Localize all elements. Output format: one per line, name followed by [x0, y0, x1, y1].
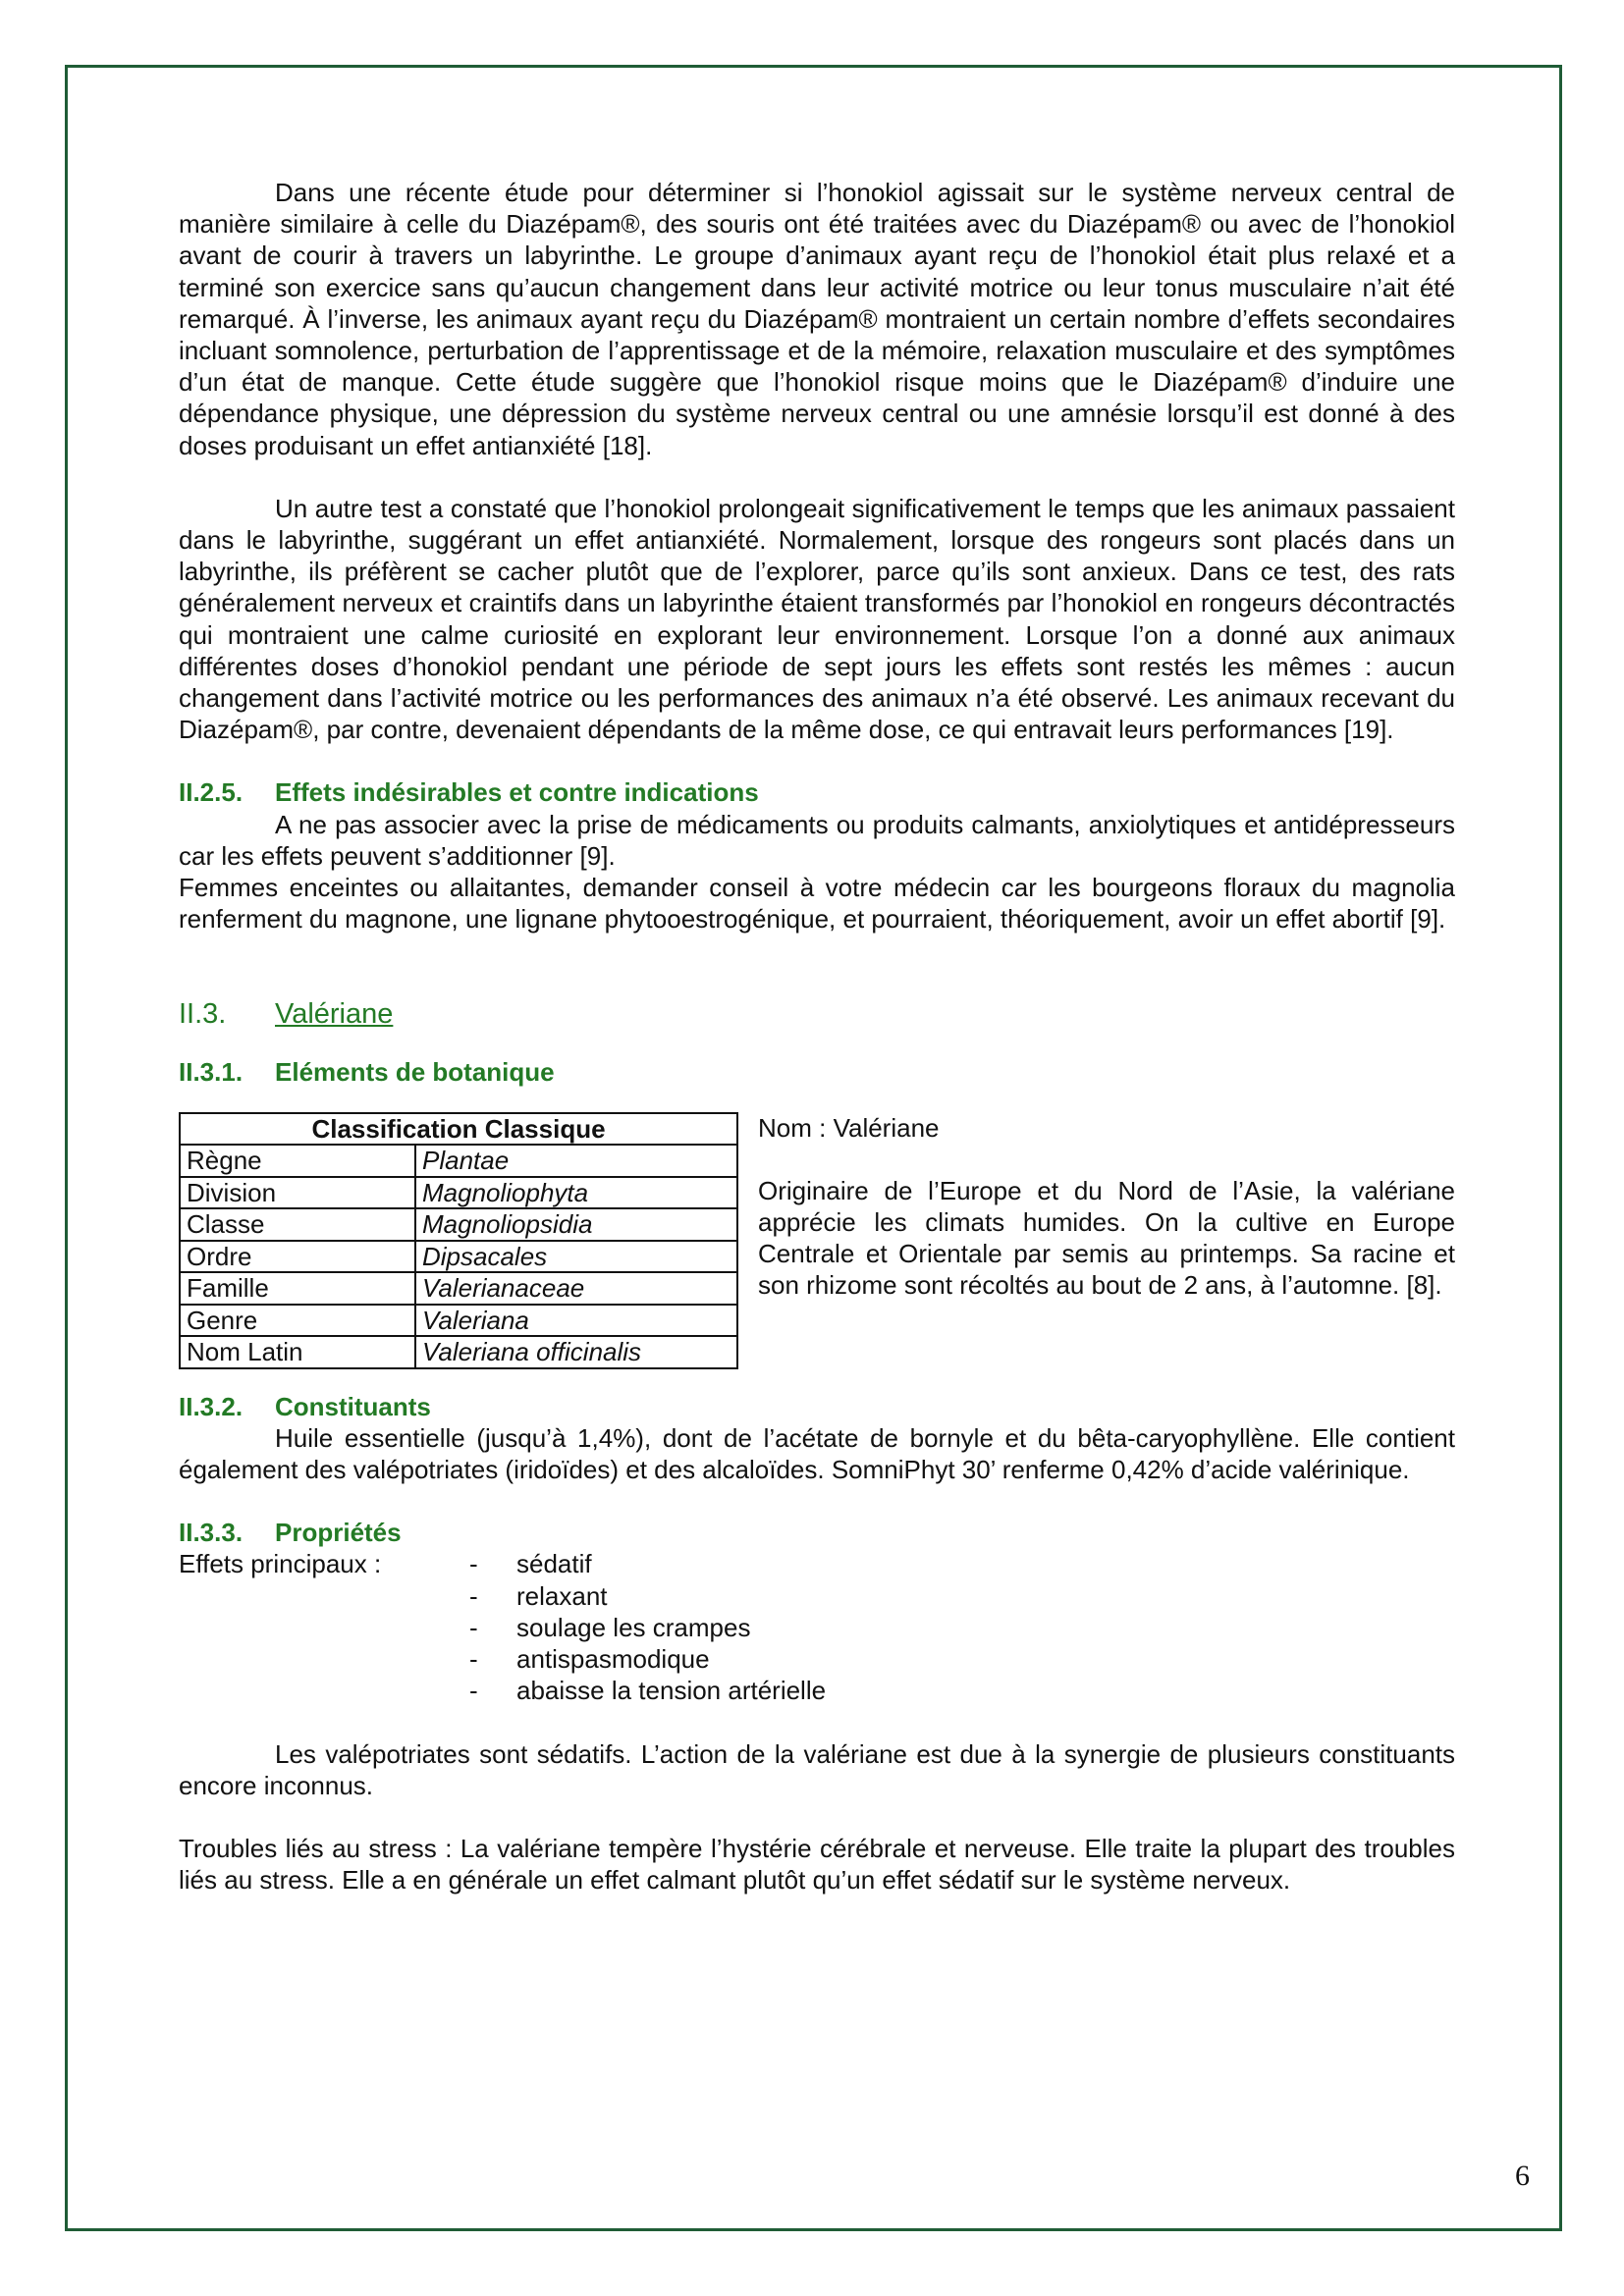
- paragraph-side-effects-2: Femmes enceintes ou allaitantes, demander conseil à votre médecin car les bourgeons floraux du magnolia renferment du magnone, une lignane phytooestrogénique, et pourraient, théoriquement, avoir un effet abortif [9].: [179, 873, 1455, 934]
- heading-title: Propriétés: [275, 1518, 402, 1548]
- classification-rank: Règne: [180, 1145, 415, 1177]
- classification-value: Valeriana officinalis: [415, 1336, 737, 1368]
- heading-title: Effets indésirables et contre indications: [275, 777, 759, 808]
- effect-item: - soulage les crampes: [469, 1612, 826, 1643]
- effects-label: Effets principaux :: [179, 1549, 382, 1579]
- classification-rank: Division: [180, 1177, 415, 1209]
- paragraph-valepotriates: Les valépotriates sont sédatifs. L’action de la valériane est due à la synergie de plusieurs constituants encore inconnus.: [179, 1738, 1455, 1800]
- classification-value: Magnoliophyta: [415, 1177, 737, 1209]
- heading-number: II.2.5.: [179, 777, 244, 808]
- paragraph-side-effects-1: A ne pas associer avec la prise de médicaments ou produits calmants, anxiolytiques et antidépresseurs car les effets peuvent s’additionner [9].: [179, 809, 1455, 871]
- classification-row: [180, 1336, 737, 1368]
- heading-title: Valériane: [275, 998, 394, 1031]
- classification-row: [180, 1305, 737, 1337]
- effects-block: [179, 1548, 1455, 1706]
- classification-row: [180, 1272, 737, 1305]
- paragraph-stress: Troubles liés au stress : La valériane tempère l’hystérie cérébrale et nerveuse. Elle traite la plupart des troubles liés au stress. Elle a en générale un effet calmant plutôt qu’un effet sédatif sur le système nerveux.: [179, 1833, 1455, 1896]
- heading-constituants: [179, 1391, 1455, 1422]
- botanique-description: [758, 1112, 1455, 1369]
- plant-name: Nom : Valériane: [758, 1112, 940, 1143]
- effect-item: - relaxant: [469, 1580, 826, 1612]
- effects-list: [469, 1548, 826, 1706]
- heading-number: II.3.2.: [179, 1391, 244, 1421]
- paragraph-constituants: Huile essentielle (jusqu’à 1,4%), dont de l’acétate de bornyle et du bêta-caryophyllène. Elle contient également des valépotriates (iridoïdes) et des alcaloïdes. SomniPhyt 30’ renferme 0,42% d’acide valérinique.: [179, 1422, 1455, 1485]
- heading-botanique: [179, 1056, 1455, 1088]
- classification-table: [179, 1112, 738, 1369]
- heading-number: II.3.3.: [179, 1518, 244, 1548]
- heading-side-effects: [179, 776, 1455, 808]
- classification-rank: Nom Latin: [180, 1336, 415, 1368]
- classification-rank: Genre: [180, 1305, 415, 1337]
- classification-row: [180, 1241, 737, 1273]
- classification-rank: Ordre: [180, 1241, 415, 1273]
- classification-rank: Classe: [180, 1208, 415, 1241]
- heading-number: II.3.: [179, 998, 227, 1031]
- classification-rank: Famille: [180, 1272, 415, 1305]
- heading-proprietes: [179, 1517, 1455, 1548]
- classification-row: [180, 1145, 737, 1177]
- botanique-section: [179, 1112, 1455, 1369]
- classification-value: Plantae: [415, 1145, 737, 1177]
- classification-value: Valeriana: [415, 1305, 737, 1337]
- heading-number: II.3.1.: [179, 1057, 244, 1088]
- classification-value: Magnoliopsidia: [415, 1208, 737, 1241]
- classification-value: Valerianaceae: [415, 1272, 737, 1305]
- plant-origin: Originaire de l’Europe et du Nord de l’Asie, la valériane apprécie les climats humides. On la cultive en Europe Centrale et Orientale par semis au printemps. Sa racine et son rhizome sont récoltés au bout de 2 ans, à l’automne. [8].: [758, 1175, 1455, 1301]
- effect-item: - antispasmodique: [469, 1643, 826, 1675]
- classification-table-body: [180, 1145, 737, 1368]
- heading-title: Constituants: [275, 1391, 431, 1421]
- heading-title: Eléments de botanique: [275, 1057, 555, 1088]
- page-number: 6: [1515, 2160, 1530, 2192]
- classification-row: [180, 1177, 737, 1209]
- effect-item: - sédatif: [469, 1548, 826, 1579]
- classification-table-header: Classification Classique: [180, 1113, 737, 1146]
- classification-row: [180, 1208, 737, 1241]
- paragraph-honokiol-labyrinth: Un autre test a constaté que l’honokiol prolongeait significativement le temps que les animaux passaient dans le labyrinthe, suggérant un effet antianxiété. Normalement, lorsque des rongeurs sont placés dans un labyrinthe, ils préfèrent se cacher plutôt que de l’explorer, parce qu’ils sont anxieux. Dans ce test, des rats généralement nerveux et craintifs dans un labyrinthe étaient transformés par l’honokiol en rongeurs décontractés qui montraient une calme curiosité en explorant leur environnement. Lorsque l’on a donné aux animaux différentes doses d’honokiol pendant une période de sept jours les effets sont restés les mêmes : aucun changement dans l’activité motrice ou les performances des animaux n’a été observé. Les animaux recevant du Diazépam®, par contre, devenaient dépendants de la même dose, ce qui entravait leurs performances [19].: [179, 493, 1455, 745]
- classification-value: Dipsacales: [415, 1241, 737, 1273]
- page-content: [179, 177, 1455, 1896]
- heading-valeriane: [179, 997, 1455, 1031]
- effect-item: - abaisse la tension artérielle: [469, 1675, 826, 1706]
- paragraph-honokiol-diazepam: Dans une récente étude pour déterminer si l’honokiol agissait sur le système nerveux central de manière similaire à celle du Diazépam®, des souris ont été traitées avec du Diazépam® ou avec de l’honokiol avant de courir à travers un labyrinthe. Le groupe d’animaux ayant reçu de l’honokiol était plus relaxé et a terminé son exercice sans qu’aucun changement dans leur activité motrice ou leur tonus musculaire n’ait été remarqué. À l’inverse, les animaux ayant reçu du Diazépam® montraient un certain nombre d’effets secondaires incluant somnolence, perturbation de l’apprentissage et de la mémoire, relaxation musculaire et des symptômes d’un état de manque. Cette étude suggère que l’honokiol risque moins que le Diazépam® d’induire une dépendance physique, une dépression du système nerveux central ou une amnésie lorsqu’il est donné à des doses produisant un effet antianxiété [18].: [179, 178, 1455, 460]
